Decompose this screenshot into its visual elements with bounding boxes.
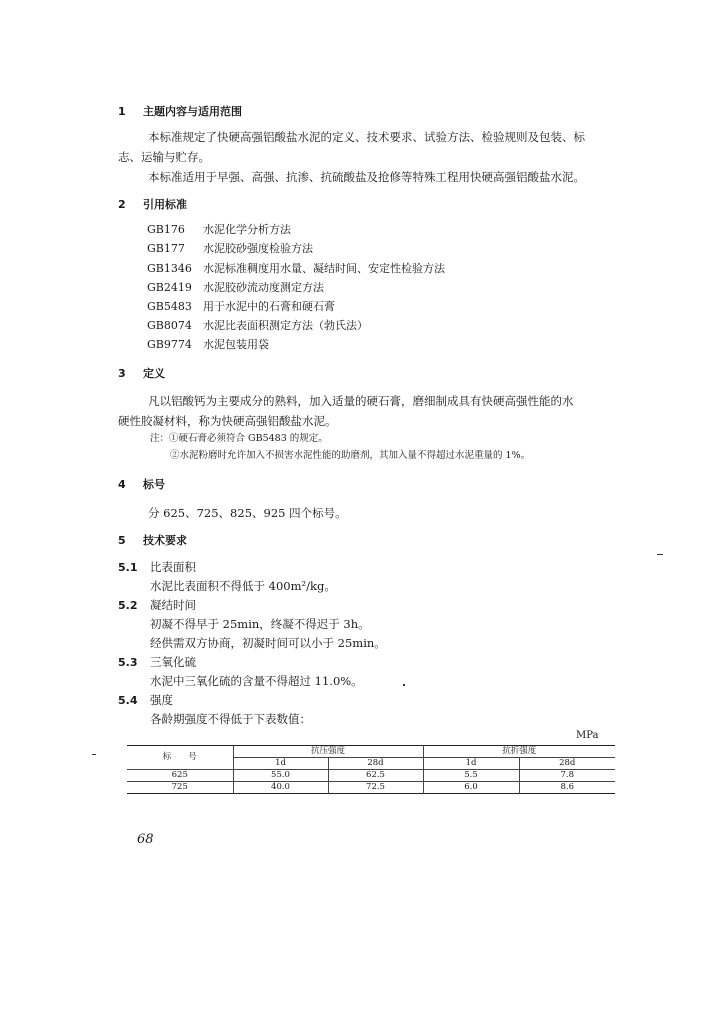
section-title: 标号 [143,478,165,491]
cell-flexural-28d: 8.6 [519,782,615,794]
paragraph: 水泥比表面积不得低于 400m²/kg。 [150,579,336,593]
section-number: 5 [118,534,126,547]
cell-grade: 625 [127,770,233,782]
section-3-heading [118,366,165,382]
paragraph: 初凝不得早于 25min，终凝不得迟于 3h。 [150,617,370,631]
standard-name: 用于水泥中的石膏和硬石膏 [203,300,335,313]
paragraph: 分 625、725、825、925 四个标号。 [148,506,347,520]
subsection-title: 凝结时间 [150,598,196,612]
paragraph-continued: 志、运输与贮存。 [118,150,210,164]
standard-ref [147,318,368,334]
cell-compressive-28d: 72.5 [328,782,423,794]
section-title: 主题内容与适用范围 [143,105,242,118]
standard-ref [147,337,269,353]
paragraph: 经供需双方协商，初凝时间可以小于 25min。 [150,636,386,650]
table-row [127,782,615,794]
table-row [127,770,615,782]
paragraph: 各龄期强度不得低于下表数值： [150,712,311,726]
cell-compressive-1d: 55.0 [233,770,328,782]
section-title: 定义 [143,367,165,380]
section-number: 2 [118,198,126,211]
standard-code: GB5483 [147,300,192,313]
strength-table [127,745,615,794]
standard-name: 水泥包装用袋 [203,338,269,351]
table-header-row [127,746,615,758]
table-unit: MPa [576,730,599,741]
standard-code: GB176 [147,223,185,236]
section-number: 3 [118,367,126,380]
subsection-number: 5.3 [118,656,138,669]
section-number: 1 [118,105,126,118]
note: ②水泥粉磨时允许加入不损害水泥性能的助磨剂，其加入量不得超过水泥重量的 1%。 [170,450,531,461]
section-2-heading [118,197,187,213]
paragraph: 本标准规定了快硬高强铝酸盐水泥的定义、技术要求、试验方法、检验规则及包装、标 [148,130,585,144]
section-5-heading [118,533,187,549]
paragraph: 水泥中三氧化硫的含量不得超过 11.0%。 [150,674,363,688]
subsection-5-4-heading [118,692,173,709]
subsection-5-2-heading [118,597,196,614]
subsection-5-1-heading [118,559,196,576]
header-compressive-strength: 抗压强度 [233,746,423,758]
section-title: 技术要求 [143,534,187,547]
cell-flexural-1d: 5.5 [423,770,519,782]
subsection-number: 5.2 [118,599,138,612]
standard-ref [147,280,324,296]
standard-code: GB1346 [147,262,192,275]
subsection-number: 5.1 [118,561,138,574]
note: 注：①硬石膏必须符合 GB5483 的规定。 [150,433,328,444]
standard-name: 水泥胶砂流动度测定方法 [203,281,324,294]
standard-ref [147,241,313,257]
cell-flexural-1d: 6.0 [423,782,519,794]
standard-code: GB8074 [147,319,192,332]
subsection-title: 强度 [150,693,173,707]
section-title: 引用标准 [143,198,187,211]
subsection-5-3-heading [118,654,196,671]
standard-ref [147,222,291,238]
cell-compressive-1d: 40.0 [233,782,328,794]
standard-name: 水泥胶砂强度检验方法 [203,242,313,255]
header-1d: 1d [233,758,328,770]
standard-code: GB2419 [147,281,192,294]
cell-grade: 725 [127,782,233,794]
paragraph: 本标准适用于早强、高强、抗渗、抗硫酸盐及抢修等特殊工程用快硬高强铝酸盐水泥。 [148,170,585,184]
scan-speck [403,684,405,686]
standard-ref [147,261,445,277]
subsection-title: 三氧化硫 [150,655,196,669]
header-grade: 标 号 [127,746,233,770]
page-number: 68 [137,832,154,847]
paragraph-continued: 硬性胶凝材料，称为快硬高强铝酸盐水泥。 [118,414,337,428]
cell-flexural-28d: 7.8 [519,770,615,782]
section-4-heading [118,477,165,493]
standard-ref [147,299,335,315]
paragraph: 凡以铝酸钙为主要成分的熟料，加入适量的硬石膏，磨细制成具有快硬高强性能的水 [148,394,574,408]
header-28d: 28d [519,758,615,770]
subsection-title: 比表面积 [150,560,196,574]
standard-name: 水泥标准稠度用水量、凝结时间、安定性检验方法 [203,262,445,275]
header-28d: 28d [328,758,423,770]
cell-compressive-28d: 62.5 [328,770,423,782]
standard-code: GB9774 [147,338,192,351]
standard-name: 水泥比表面积测定方法（勃氏法） [203,319,368,332]
section-1-heading [118,104,242,120]
header-flexural-strength: 抗折强度 [423,746,615,758]
standard-code: GB177 [147,242,185,255]
section-number: 4 [118,478,126,491]
scan-speck [92,754,96,755]
standard-name: 水泥化学分析方法 [203,223,291,236]
scan-speck [657,554,663,555]
header-1d: 1d [423,758,519,770]
subsection-number: 5.4 [118,694,138,707]
